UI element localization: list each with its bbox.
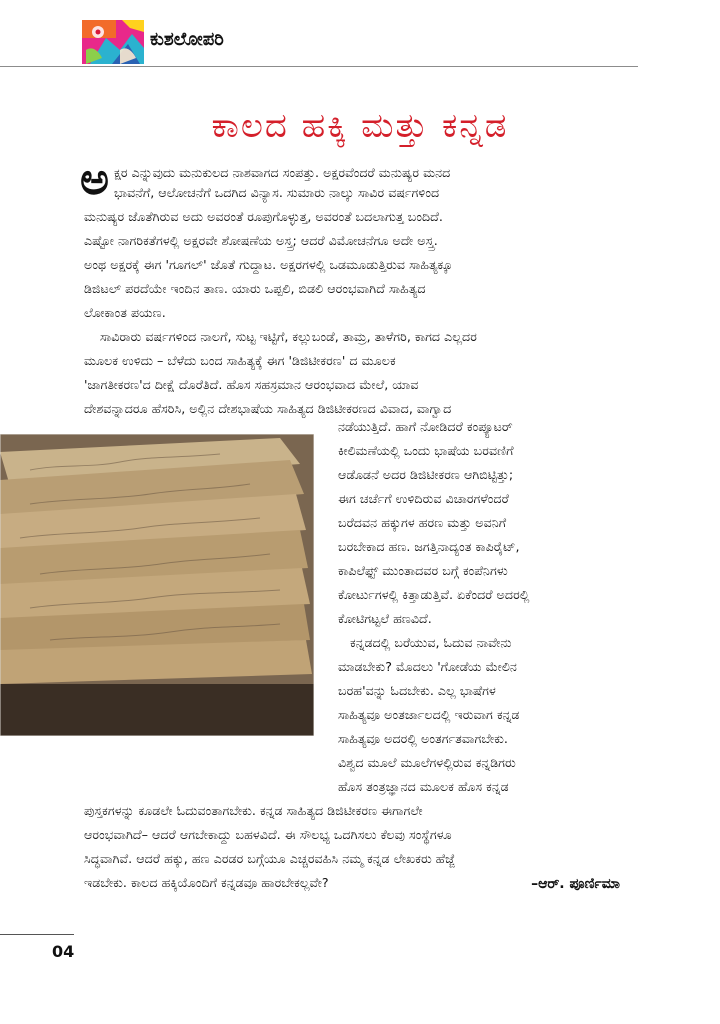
text-line: ಈಗ ಚರ್ಚೆಗೆ ಉಳಿದಿರುವ ವಿಚಾರಗಳೆಂದರೆ [338, 491, 509, 506]
text-line: ಆರಂಭವಾಗಿದೆ– ಆದರೆ ಆಗಬೇಕಾದ್ದು ಬಹಳವಿದೆ. ಈ ಸೌಲಭ್ಯ ಒದಗಿಸಲು ಕೆಲವು ಸಂಸ್ಥೆಗಳೂ [84, 827, 452, 842]
text-line: ಸಾಹಿತ್ಯವೂ ಅಂತರ್ಜಾಲದಲ್ಲಿ ಇರುವಾಗ ಕನ್ನಡ [338, 707, 520, 722]
text-line: ಕ್ಷರ ಎನ್ನುವುದು ಮನುಕುಲದ ನಾಶವಾಗದ ಸಂಪತ್ತು. ಅಕ್ಷರವೆಂದರೆ ಮನುಷ್ಯರ ಮನದ [114, 165, 451, 180]
text-line: ಲೋಕಾಂತ ಪಯಣ. [84, 305, 166, 320]
footer-divider [0, 934, 74, 935]
article-title: ಕಾಲದ ಹಕ್ಕಿ ಮತ್ತು ಕನ್ನಡ [211, 106, 509, 146]
text-line: ದೇಶವನ್ನಾದರೂ ಹೆಸರಿಸಿ, ಅಲ್ಲಿನ ದೇಶಭಾಷೆಯ ಸಾಹಿತ್ಯದ ಡಿಜಿಟೀಕರಣದ ವಿವಾದ, ವಾಗ್ವಾದ [84, 401, 452, 416]
text-line: ಮಾಡಬೇಕು? ಮೊದಲು 'ಗೋಡೆಯ ಮೇಲಿನ [338, 659, 517, 674]
text-line: ಹೊಸ ತಂತ್ರಜ್ಞಾನದ ಮೂಲಕ ಹೊಸ ಕನ್ನಡ [338, 779, 509, 794]
text-line: ಬರೆದವನ ಹಕ್ಕುಗಳ ಹರಣ ಮತ್ತು ಅವನಿಗೆ [338, 515, 507, 530]
text-line: ಅಂಥ ಅಕ್ಷರಕ್ಕೆ ಈಗ 'ಗೂಗಲ್' ಜೊತೆ ಗುದ್ದಾಟ. ಅಕ್ಷರಗಳಲ್ಲಿ ಒಡಮೂಡುತ್ತಿರುವ ಸಾಹಿತ್ಯಕ್ಕೂ [84, 257, 453, 272]
author-byline: –ಆರ್. ಪೂರ್ಣಿಮಾ [531, 876, 620, 892]
header-divider [0, 66, 638, 67]
text-line: ಕಾಪಿಲೆಫ್ಟ್ ಮುಂತಾದವರ ಬಗ್ಗೆ ಕಂಪೆನಿಗಳು [338, 563, 508, 578]
text-line: ಕೋಟಿಗಟ್ಟಲೆ ಹಣವಿದೆ. [338, 611, 432, 626]
text-line: ಸಾಹಿತ್ಯವೂ ಅದರಲ್ಲಿ ಅಂತರ್ಗತವಾಗಬೇಕು. [338, 731, 508, 746]
text-line: ಕೋರ್ಟುಗಳಲ್ಲಿ ಕಿತ್ತಾಡುತ್ತಿವೆ. ಏಕೆಂದರೆ ಅದರಲ್ಲಿ [338, 587, 530, 602]
magazine-logo [82, 20, 144, 64]
text-line: ಇಡಬೇಕು. ಕಾಲದ ಹಕ್ಕಿಯೊಂದಿಗೆ ಕನ್ನಡವೂ ಹಾರಬೇಕಲ್ಲವೇ? [84, 875, 329, 890]
text-line: ಮನುಷ್ಯರ ಜೊತೆಗಿರುವ ಅದು ಅವರಂತೆ ರೂಪುಗೊಳ್ಳುತ್ತ, ಅವರಂತೆ ಬದಲಾಗುತ್ತ ಬಂದಿದೆ. [84, 209, 443, 224]
text-line: ಭಾವನೆಗೆ, ಆಲೋಚನೆಗೆ ಒದಗಿದ ವಿನ್ಯಾಸ. ಸುಮಾರು ನಾಲ್ಕು ಸಾವಿರ ವರ್ಷಗಳಿಂದ [114, 185, 440, 200]
text-line: ಡಿಜಿಟಲ್ ಪರದೆಯೇ ಇಂದಿನ ತಾಣ. ಯಾರು ಒಪ್ಪಲಿ, ಬಿಡಲಿ ಆರಂಭವಾಗಿದೆ ಸಾಹಿತ್ಯದ [84, 281, 426, 296]
text-line: ಸಿದ್ಧವಾಗಿವೆ. ಆದರೆ ಹಕ್ಕು, ಹಣ ಎರಡರ ಬಗ್ಗೆಯೂ ಎಚ್ಚರವಹಿಸಿ ನಮ್ಮ ಕನ್ನಡ ಲೇಖಕರು ಹೆಜ್ಜೆ [84, 851, 455, 866]
page-number: 04 [52, 942, 75, 961]
text-line: ಕನ್ನಡದಲ್ಲಿ ಬರೆಯುವ, ಓದುವ ನಾವೇನು [350, 635, 512, 650]
text-line: ಸಾವಿರಾರು ವರ್ಷಗಳಿಂದ ನಾಲಗೆ, ಸುಟ್ಟ ಇಟ್ಟಿಗೆ, ಕಲ್ಲುಬಂಡೆ, ತಾಮ್ರ, ತಾಳೆಗರಿ, ಕಾಗದ ಎಲ್ಲದರ [100, 329, 477, 344]
text-line: ಬರಹ'ವನ್ನು ಓದಬೇಕು. ಎಲ್ಲ ಭಾಷೆಗಳ [338, 683, 496, 698]
text-line: ವಿಶ್ವದ ಮೂಲೆ ಮೂಲೆಗಳಲ್ಲಿರುವ ಕನ್ನಡಿಗರು [338, 755, 516, 770]
drop-cap: ಅ [80, 154, 109, 205]
text-line: 'ಜಾಗತೀಕರಣ'ದ ದೀಕ್ಷೆ ದೊರೆತಿದೆ. ಹೊಸ ಸಹಸ್ರಮಾನ ಆರಂಭವಾದ ಮೇಲೆ, ಯಾವ [84, 377, 419, 392]
text-line: ಎಷ್ಟೋ ನಾಗರಿಕತೆಗಳಲ್ಲಿ ಅಕ್ಷರವೇ ಶೋಷಣೆಯ ಅಸ್ತ್ರ; ಆದರೆ ವಿಮೋಚನೆಗೂ ಅದೇ ಅಸ್ತ್ರ. [84, 233, 438, 248]
text-line: ಪುಸ್ತಕಗಳನ್ನು ಕೂಡಲೇ ಓದುವಂತಾಗಬೇಕು. ಕನ್ನಡ ಸಾಹಿತ್ಯದ ಡಿಜಿಟೀಕರಣ ಈಗಾಗಲೇ [84, 803, 423, 818]
text-line: ಬರಬೇಕಾದ ಹಣ. ಜಗತ್ತಿನಾದ್ಯಂತ ಕಾಪಿರೈಟ್, [338, 539, 520, 554]
text-line: ಮೂಲಕ ಉಳಿದು – ಬೆಳೆದು ಬಂದ ಸಾಹಿತ್ಯಕ್ಕೆ ಈಗ 'ಡಿಜಿಟೀಕರಣ' ದ ಮೂಲಕ [84, 353, 396, 368]
palm-leaf-manuscript-photo [0, 434, 314, 736]
text-line: ನಡೆಯುತ್ತಿದೆ. ಹಾಗೆ ನೋಡಿದರೆ ಕಂಪ್ಯೂಟರ್ [338, 419, 513, 434]
text-line: ಕೀಲಿಮಣೆಯಲ್ಲಿ ಒಂದು ಭಾಷೆಯ ಬರವಣಿಗೆ [338, 443, 514, 458]
magazine-name: ಕುಶಲೋಪರಿ [150, 29, 224, 50]
text-line: ಆಡೊಡನೆ ಅದರ ಡಿಜಿಟೀಕರಣ ಆಗಿಬಿಟ್ಟಿತ್ತು; [338, 467, 514, 482]
